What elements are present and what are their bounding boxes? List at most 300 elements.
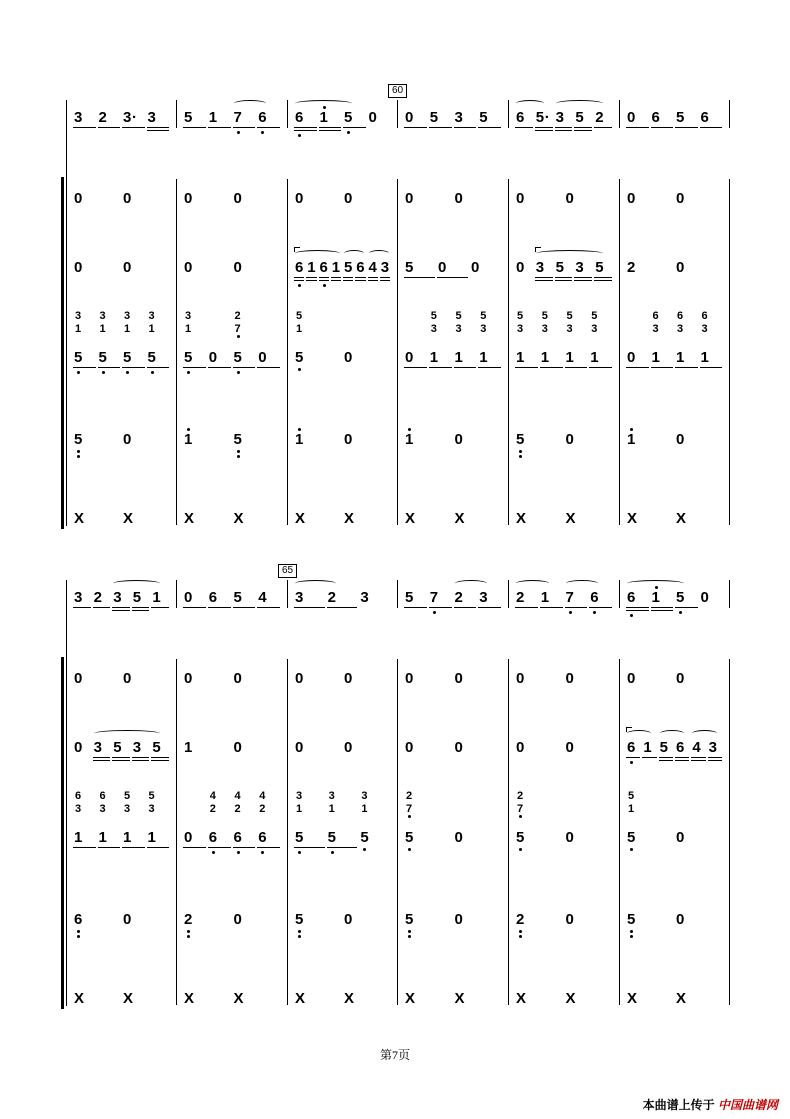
chord-tone: 2 [234,803,241,815]
note: 1 [98,829,107,846]
note: 0 [233,911,242,928]
chord-tone: 5 [591,310,598,322]
note: 6 [627,589,636,606]
note: 5 [405,911,414,928]
beam-line [555,277,573,278]
beam-line [555,280,573,281]
chord-tone: 5 [541,310,548,322]
system-bracket [61,177,64,529]
note: 0 [123,190,132,207]
note: 0 [627,670,636,687]
note: 1 [152,589,161,606]
note: 6 [295,109,304,126]
beam-line [327,847,358,848]
beam-line [626,607,649,608]
beam-line [112,607,130,608]
note: 7 [429,589,439,606]
barline [508,659,509,1005]
beam-line [183,367,206,368]
beam-line [454,127,477,128]
note: 1 [74,829,83,846]
note: 0 [454,431,463,448]
chord-tone: 6 [99,790,106,802]
note: 0 [516,670,525,687]
note: 6 [295,259,304,276]
barline [729,100,730,128]
chord-tone: 2 [209,803,216,815]
note: 0 [295,190,304,207]
octave-dot-high [408,428,411,431]
note: 5 [516,431,525,448]
beam-line [319,277,329,278]
beam-line [594,280,612,281]
beam-line [675,607,698,608]
beam-line [626,610,649,611]
note: 0 [565,911,574,928]
octave-dot-low [519,455,522,458]
beam-line [691,757,705,758]
chord-tone: 2 [406,790,413,802]
beam-line [454,607,477,608]
note: 0 [184,829,193,846]
chord-tone: 3 [566,323,573,335]
rehearsal-mark: 65 [278,564,297,578]
octave-dot-low [77,371,80,374]
chord-tone: 4 [209,790,216,802]
note: 5 [233,431,242,448]
beam-line [380,280,390,281]
note: 6 [356,259,365,276]
slur [369,250,389,257]
note: 0 [233,739,242,756]
beam-line [675,757,689,758]
octave-dot-low [630,930,633,933]
note: 6 [233,829,242,846]
note: 0 [123,911,132,928]
beam-line [651,610,674,611]
chord-tone: 3 [124,310,131,322]
octave-dot-low [126,371,129,374]
note: 0 [700,589,709,606]
chord-tone: 3 [430,323,437,335]
beam-line [122,127,145,128]
barline [287,659,288,1005]
beam-line [355,277,365,278]
note: 3 [123,109,132,126]
chord-tone: 5 [430,310,437,322]
upload-text: 本曲谱上传于 [642,1098,715,1112]
beam-line [233,127,256,128]
octave-dot-low [408,935,411,938]
note: 3 [295,589,304,606]
chord-tone: 5 [480,310,487,322]
note: 5 [74,431,83,448]
barline [619,179,620,525]
note: 5 [184,349,193,366]
octave-dot-low [151,371,154,374]
chord-tone: 7 [406,803,413,815]
octave-dot-low [298,368,301,371]
beam-line [343,280,353,281]
note: 5 [627,829,636,846]
chord-tone: 3 [361,790,368,802]
beam-line [380,277,390,278]
beam-line [565,607,588,608]
note: 3 [535,259,545,276]
beam-line [208,127,231,128]
beam-line [73,367,96,368]
beam-line [515,607,538,608]
note: 3 [147,109,156,126]
page-number: 第7页 [379,1048,410,1062]
chord-tone: 5 [628,790,635,802]
beam-line [331,280,341,281]
beam-line [675,127,698,128]
barline [619,580,620,608]
chord-tone: 3 [517,323,524,335]
rehearsal-mark: 60 [388,84,407,98]
barline [66,659,67,1005]
note: 2 [98,109,107,126]
beam-line [132,757,150,758]
beam-line [700,367,723,368]
note: 3 [93,739,102,756]
note: 0 [565,431,574,448]
note: 0 [405,670,414,687]
beam-line [535,277,553,278]
note: 1 [479,349,488,366]
beam-line [454,367,477,368]
chord-tone: 2 [259,803,266,815]
note: 2 [93,589,102,606]
beam-line [700,127,723,128]
note: 0 [405,349,414,366]
note: 0 [233,259,242,276]
note: 0 [565,739,574,756]
percussion-note: X [123,990,134,1007]
note: 1 [643,739,652,756]
percussion-note: X [565,510,576,527]
note: 6 [700,109,709,126]
note: 6 [627,739,636,756]
beam-line [659,757,673,758]
note: 3 [380,259,390,276]
barline [397,100,398,128]
beam-line [122,367,145,368]
chord-tone: 5 [148,790,155,802]
octave-dot-low [237,371,240,374]
octave-dot-low [363,848,366,851]
beam-line [208,847,231,848]
note: 0 [295,670,304,687]
beam-line [132,760,150,761]
octave-dot-low [630,848,633,851]
beam-line [691,760,705,761]
octave-dot-low [298,284,301,287]
beam-line [112,760,130,761]
note: 0 [344,431,353,448]
note: 1 [184,739,193,756]
note: 0 [295,739,304,756]
note: 5 [295,911,304,928]
octave-dot-low [630,935,633,938]
note: 0 [405,190,414,207]
beam-line [626,367,649,368]
octave-dot-low [408,848,411,851]
chord-tone: 1 [296,803,303,815]
beam-line [93,757,111,758]
barline [287,100,288,128]
barline [176,659,177,1005]
octave-dot-low [630,614,633,617]
octave-dot-low [187,930,190,933]
beam-line [343,127,366,128]
chord-tone: 7 [234,323,241,335]
note: 0 [565,670,574,687]
note: 0 [627,349,636,366]
note: 1 [208,109,218,126]
slur [455,580,488,587]
note: 0 [627,190,636,207]
beam-line [319,280,329,281]
note: 0 [454,829,463,846]
percussion-note: X [184,510,195,527]
note: 0 [368,109,377,126]
note: 5 [575,109,584,126]
percussion-note: X [344,990,355,1007]
beam-line [151,757,169,758]
barline [176,100,177,128]
note: 5 [132,589,142,606]
octave-dot-low [323,284,326,287]
beam-line [540,367,563,368]
chord-tone: 3 [99,310,106,322]
percussion-note: X [627,510,638,527]
chord-tone: 6 [677,310,684,322]
note: 3 [708,739,717,756]
chord-tone: 5 [455,310,462,322]
octave-dot-low [237,335,240,338]
note: 0 [123,431,132,448]
chord-tone: 5 [566,310,573,322]
beam-line [659,760,673,761]
note: 1 [295,431,304,448]
chord-tone: 3 [296,790,303,802]
percussion-note: X [184,990,195,1007]
chord-tone: 1 [628,803,635,815]
note: 5 [595,259,604,276]
bow-mark [535,247,536,252]
octave-dot-low [102,371,105,374]
note: 1 [454,349,463,366]
note: 3 [454,109,463,126]
beam-line [294,280,304,281]
chord-tone: 3 [541,323,548,335]
beam-line [594,277,612,278]
beam-line [589,607,612,608]
chord-tone: 7 [517,803,524,815]
beam-line [233,847,256,848]
octave-dot-low [237,131,240,134]
note: 3 [74,589,83,606]
note: 0 [233,190,242,207]
barline [397,179,398,525]
note: 1 [331,259,341,276]
chord-tone: 3 [75,310,82,322]
note: 3 [132,739,142,756]
beam-line [574,130,592,131]
octave-dot-high [298,428,301,431]
note: 5 [627,911,636,928]
note: 1 [123,829,132,846]
beam-line [355,280,365,281]
beam-line [574,280,592,281]
chord-tone: 3 [328,790,335,802]
slur [556,100,604,107]
percussion-note: X [295,990,306,1007]
note: 5 [152,739,161,756]
octave-dot-low [433,611,436,614]
note: 0 [516,259,525,276]
system-bracket [61,657,64,1009]
note: 0 [676,190,685,207]
note: 0 [184,589,193,606]
note: 6 [516,109,525,126]
slur [627,580,684,587]
octave-dot-low [187,371,190,374]
note: 1 [700,349,709,366]
beam-line [183,127,206,128]
note: 2 [327,589,336,606]
note: 3 [360,589,369,606]
beam-line [233,367,256,368]
note: 0 [258,349,267,366]
octave-dot-low [519,450,522,453]
beam-line [331,277,341,278]
barline [66,179,67,525]
note: 6 [208,829,218,846]
beam-line [132,610,150,611]
note: 0 [184,259,193,276]
note: 2 [627,259,636,276]
chord-tone: 6 [652,310,659,322]
note: 5 [327,829,336,846]
octave-dot-low [298,930,301,933]
chord-tone: 3 [677,323,684,335]
percussion-note: X [233,990,244,1007]
note: 0 [627,109,636,126]
octave-dot-low [519,930,522,933]
beam-line [429,367,452,368]
note: 5 [98,349,107,366]
octave-dot-low [77,450,80,453]
beam-line [368,277,378,278]
beam-line [651,607,674,608]
percussion-note: X [344,510,355,527]
slur [536,250,603,257]
note: 5 [479,109,488,126]
beam-line [535,280,553,281]
note: 1 [651,589,660,606]
chord-tone: 1 [185,323,192,335]
bow-mark [294,247,295,252]
note: 6 [258,829,267,846]
beam-line [257,367,280,368]
slur [660,730,684,737]
note: 3 [479,589,488,606]
note: 0 [676,911,685,928]
beam-line [98,127,121,128]
note: 0 [454,739,463,756]
percussion-note: X [405,510,416,527]
beam-line [73,847,96,848]
barline [508,179,509,525]
slur [516,580,549,587]
chord-tone: 4 [234,790,241,802]
octave-dot-low [77,935,80,938]
note: 5 [295,349,304,366]
percussion-note: X [454,510,465,527]
chord-tone: 3 [148,310,155,322]
note: 0 [454,670,463,687]
note: 3 [555,109,564,126]
beam-line [565,367,588,368]
beam-line [429,607,452,608]
chord-tone: 1 [328,803,335,815]
slur [566,580,599,587]
note: 0 [344,670,353,687]
beam-line [651,127,674,128]
upload-credit [643,1096,778,1113]
octave-dot-low [408,930,411,933]
note: 0 [344,739,353,756]
barline [619,659,620,1005]
note: 0 [233,670,242,687]
note: 1 [676,349,685,366]
beam-line [93,607,111,608]
beam-line [306,280,316,281]
barline [729,179,730,525]
octave-dot-low [298,851,301,854]
note: 5 [184,109,193,126]
note: 5 [676,589,685,606]
beam-line [122,847,145,848]
note: 0 [565,190,574,207]
percussion-note: X [405,990,416,1007]
beam-line [183,607,206,608]
octave-dot-low [408,815,411,818]
note: 0 [676,431,685,448]
percussion-note: X [295,510,306,527]
chord-tone: 3 [480,323,487,335]
beam-line [98,847,121,848]
note: 2 [595,109,604,126]
beam-line [151,607,169,608]
chord-tone: 3 [75,803,82,815]
note: 0 [344,349,353,366]
note: 0 [565,829,574,846]
note: 5 [360,829,369,846]
beam-line [555,130,573,131]
note: 4 [368,259,377,276]
beam-line [589,367,612,368]
percussion-note: X [516,510,527,527]
note: 6 [590,589,599,606]
percussion-note: X [74,510,85,527]
percussion-note: X [676,990,687,1007]
note: 7 [565,589,574,606]
note: 0 [123,670,132,687]
